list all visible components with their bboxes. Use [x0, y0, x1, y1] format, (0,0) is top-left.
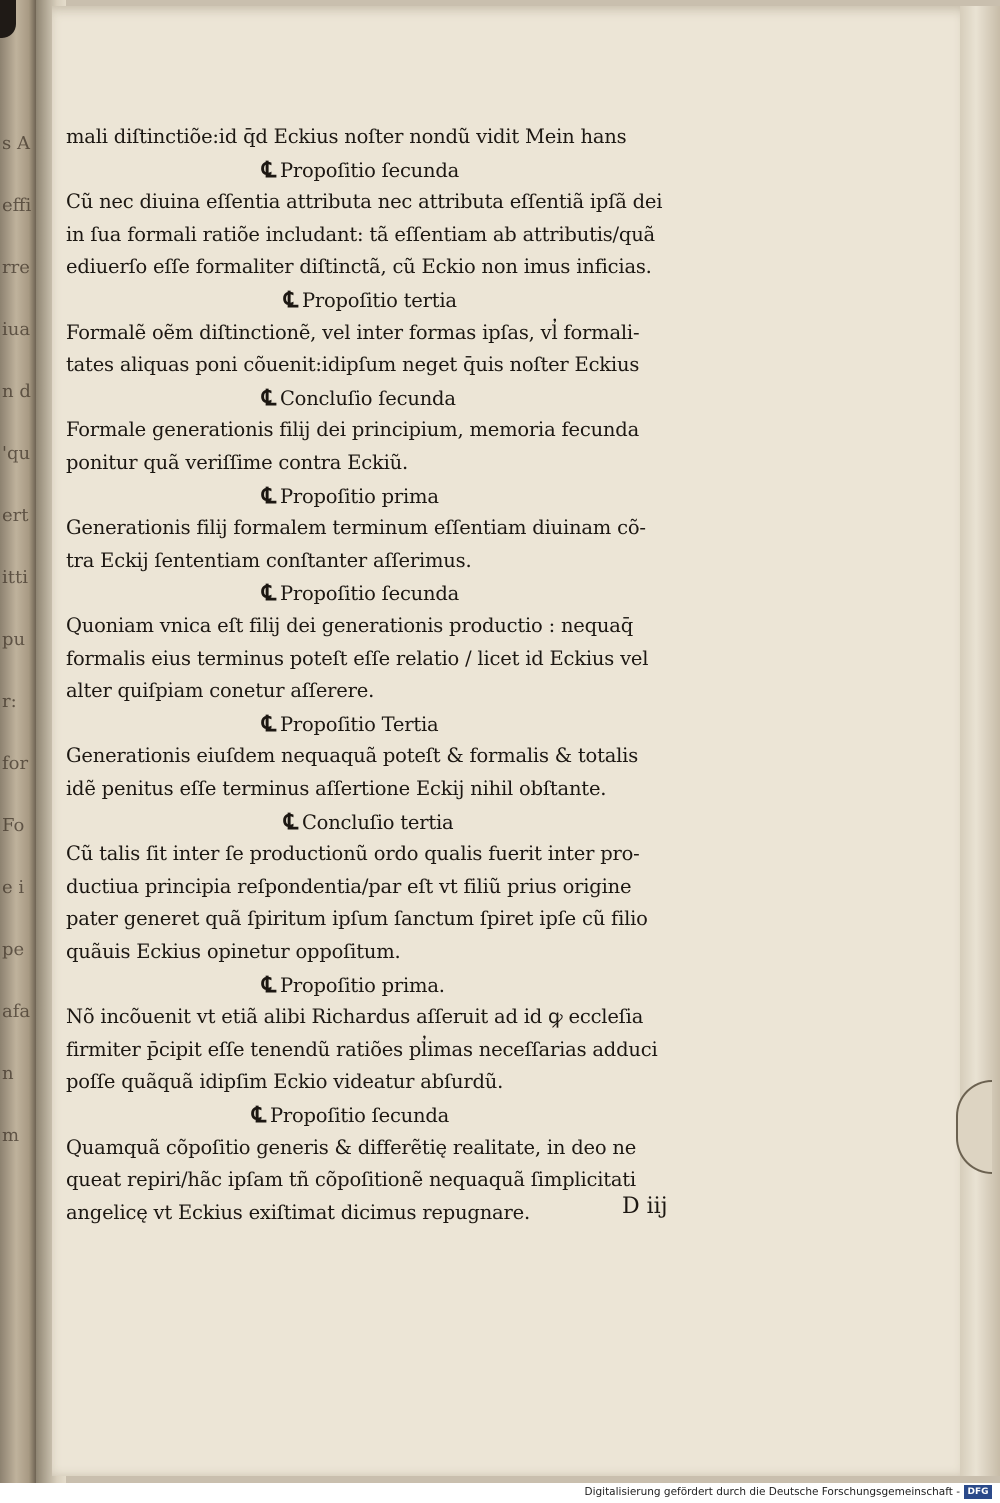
left-fragment: pe	[2, 939, 25, 960]
line-text: Formale generationis filij dei principium, memoria fecunda	[66, 418, 640, 442]
line-text: Propoſitio tertia	[301, 289, 457, 312]
line-text: angelicę vt Eckius exiſtimat dicimus repugnare.	[66, 1200, 530, 1224]
line-text: Quoniam vnica eſt filij dei generationis productio : nequaq̄	[66, 614, 633, 637]
line-text: Propoſitio prima.	[279, 973, 445, 997]
line-text: Propoſitio ſecunda	[279, 582, 460, 606]
text-line	[66, 937, 401, 967]
paragraph-mark-icon: ℄	[262, 971, 276, 998]
left-fragment: iua	[2, 319, 31, 340]
line-text: Propoſitio prima	[279, 484, 439, 508]
section-heading	[262, 155, 459, 185]
line-text: tra Eckij ſententiam conſtanter aſſerimus.	[66, 548, 472, 572]
text-line	[66, 1198, 530, 1228]
left-fragment: e i	[2, 877, 25, 898]
line-text: Quamquã cõpoſitio generis & differẽtię realitate, in deo ne	[66, 1135, 637, 1159]
footer-credit: Digitalisierung gefördert durch die Deutsche Forschungsgemeinschaft -	[584, 1486, 960, 1498]
text-line	[66, 220, 655, 250]
left-fragment: rre	[2, 257, 30, 278]
paragraph-mark-icon: ℄	[284, 287, 298, 313]
right-page-edge	[960, 6, 1000, 1476]
left-fragment: n d	[2, 381, 31, 402]
line-text: ediuerſo eſſe formaliter diſtinctã, cũ Eckio non imus inficias.	[66, 255, 652, 279]
left-fragment: 'qu	[2, 443, 31, 464]
line-text: in ſua formali ratiõe includant: tã eſſentiam ab attributis/quã	[66, 222, 655, 246]
text-line	[66, 122, 626, 152]
line-text: idẽ penitus eſſe terminus aſſertione Eckij nihil obſtante.	[66, 777, 607, 800]
section-heading	[284, 807, 453, 837]
paragraph-mark-icon: ℄	[262, 384, 276, 411]
left-fragment: pu	[2, 629, 26, 650]
line-text: poſſe quãquã idipſim Eckio videatur abſurdũ.	[66, 1070, 504, 1094]
line-text: Formalẽ oẽm diſtinctionẽ, vel inter formas ipſas, vl̓ formali-	[66, 320, 640, 344]
paragraph-mark-icon: ℄	[252, 1102, 266, 1128]
section-heading	[262, 383, 456, 413]
left-fragment: effi	[2, 195, 32, 216]
line-text: Generationis filij formalem terminum eſſentiam diuinam cõ-	[66, 516, 646, 540]
section-heading	[284, 285, 457, 315]
paragraph-mark-icon: ℄	[262, 482, 276, 509]
text-line	[66, 252, 652, 282]
left-fragment: afa	[2, 1001, 31, 1022]
left-fragment: n	[2, 1063, 14, 1084]
line-text: Propoſitio ſecunda	[279, 158, 460, 182]
text-line	[66, 1002, 643, 1032]
line-text: Concluſio ſecunda	[279, 386, 456, 410]
section-heading	[262, 709, 438, 739]
dfg-logo: DFG	[964, 1485, 992, 1499]
text-line	[66, 839, 640, 869]
text-line	[66, 872, 631, 902]
paragraph-mark-icon: ℄	[262, 156, 276, 183]
line-text: Cũ nec diuina eſſentia attributa nec attributa eſſentiã ipſã dei	[66, 190, 663, 214]
text-line	[66, 741, 638, 771]
left-fragment: ert	[2, 505, 29, 526]
text-line	[66, 318, 639, 348]
line-text: pater generet quã ſpiritum ipſum ſanctum ſpiret ipſe cũ filio	[66, 907, 648, 931]
section-heading	[262, 970, 445, 1000]
left-fragment: s A	[2, 133, 30, 154]
text-line	[66, 644, 648, 674]
text-line	[66, 904, 648, 934]
text-line	[66, 1165, 636, 1195]
line-text: Propoſitio Tertia	[279, 712, 439, 736]
paragraph-mark-icon: ℄	[284, 808, 298, 835]
line-text: ductiua principia reſpondentia/par eſt vt filiũ prius origine	[66, 874, 632, 898]
line-text: Nõ incõuenit vt etiã alibi Richardus aſſeruit ad id ꝙ eccleſia	[66, 1005, 644, 1029]
left-page-edge	[0, 0, 36, 1483]
text-line	[66, 546, 471, 576]
line-text: Propoſitio ſecunda	[269, 1104, 450, 1127]
left-fragment: m	[2, 1125, 20, 1146]
text-line	[66, 187, 662, 217]
section-heading	[262, 578, 459, 608]
line-text: mali diſtinctiõe:id q̄d Eckius noſter nondũ vidit Mein hans	[66, 125, 627, 148]
text-line	[66, 676, 374, 706]
text-line	[66, 1067, 503, 1097]
left-fragment: Fo	[2, 815, 25, 836]
text-line	[66, 611, 633, 641]
section-heading	[252, 1100, 449, 1130]
text-line	[66, 415, 639, 445]
text-line	[66, 1133, 636, 1163]
line-text: Generationis eiuſdem nequaquã poteſt & formalis & totalis	[66, 744, 639, 768]
line-text: quãuis Eckius opinetur oppoſitum.	[66, 940, 401, 963]
text-line	[66, 448, 408, 478]
line-text: Concluſio tertia	[301, 810, 454, 834]
paragraph-mark-icon: ℄	[262, 710, 276, 737]
text-line	[66, 1035, 657, 1065]
line-text: Cũ talis ſit inter ſe productionũ ordo qualis fuerit inter pro-	[66, 842, 640, 866]
left-fragment: for	[2, 753, 29, 774]
signature-mark: D iij	[622, 1194, 668, 1219]
line-text: tates aliquas poni cõuenit:idipſum neget q̄uis noſter Eckius	[66, 353, 640, 377]
line-text: ponitur quã veriſſime contra Eckiũ.	[66, 451, 408, 474]
line-text: alter quiſpiam conetur aſſerere.	[66, 679, 375, 703]
left-fragment: r:	[2, 691, 17, 712]
left-fragment: itti	[2, 567, 28, 588]
left-page-fragments	[2, 120, 32, 1220]
text-line	[66, 774, 606, 804]
text-line	[66, 350, 639, 380]
line-text: firmiter p̄cipit eſſe tenendũ ratiões pl̓imas neceſſarias adduci	[66, 1037, 658, 1061]
section-heading	[262, 481, 439, 511]
paragraph-mark-icon: ℄	[262, 580, 276, 607]
text-line	[66, 513, 646, 543]
line-text: formalis eius terminus poteſt eſſe relatio / licet id Eckius vel	[66, 646, 649, 670]
line-text: queat repiri/hãc ipſam tñ cõpoſitionẽ nequaquã ſimplicitati	[66, 1168, 636, 1192]
